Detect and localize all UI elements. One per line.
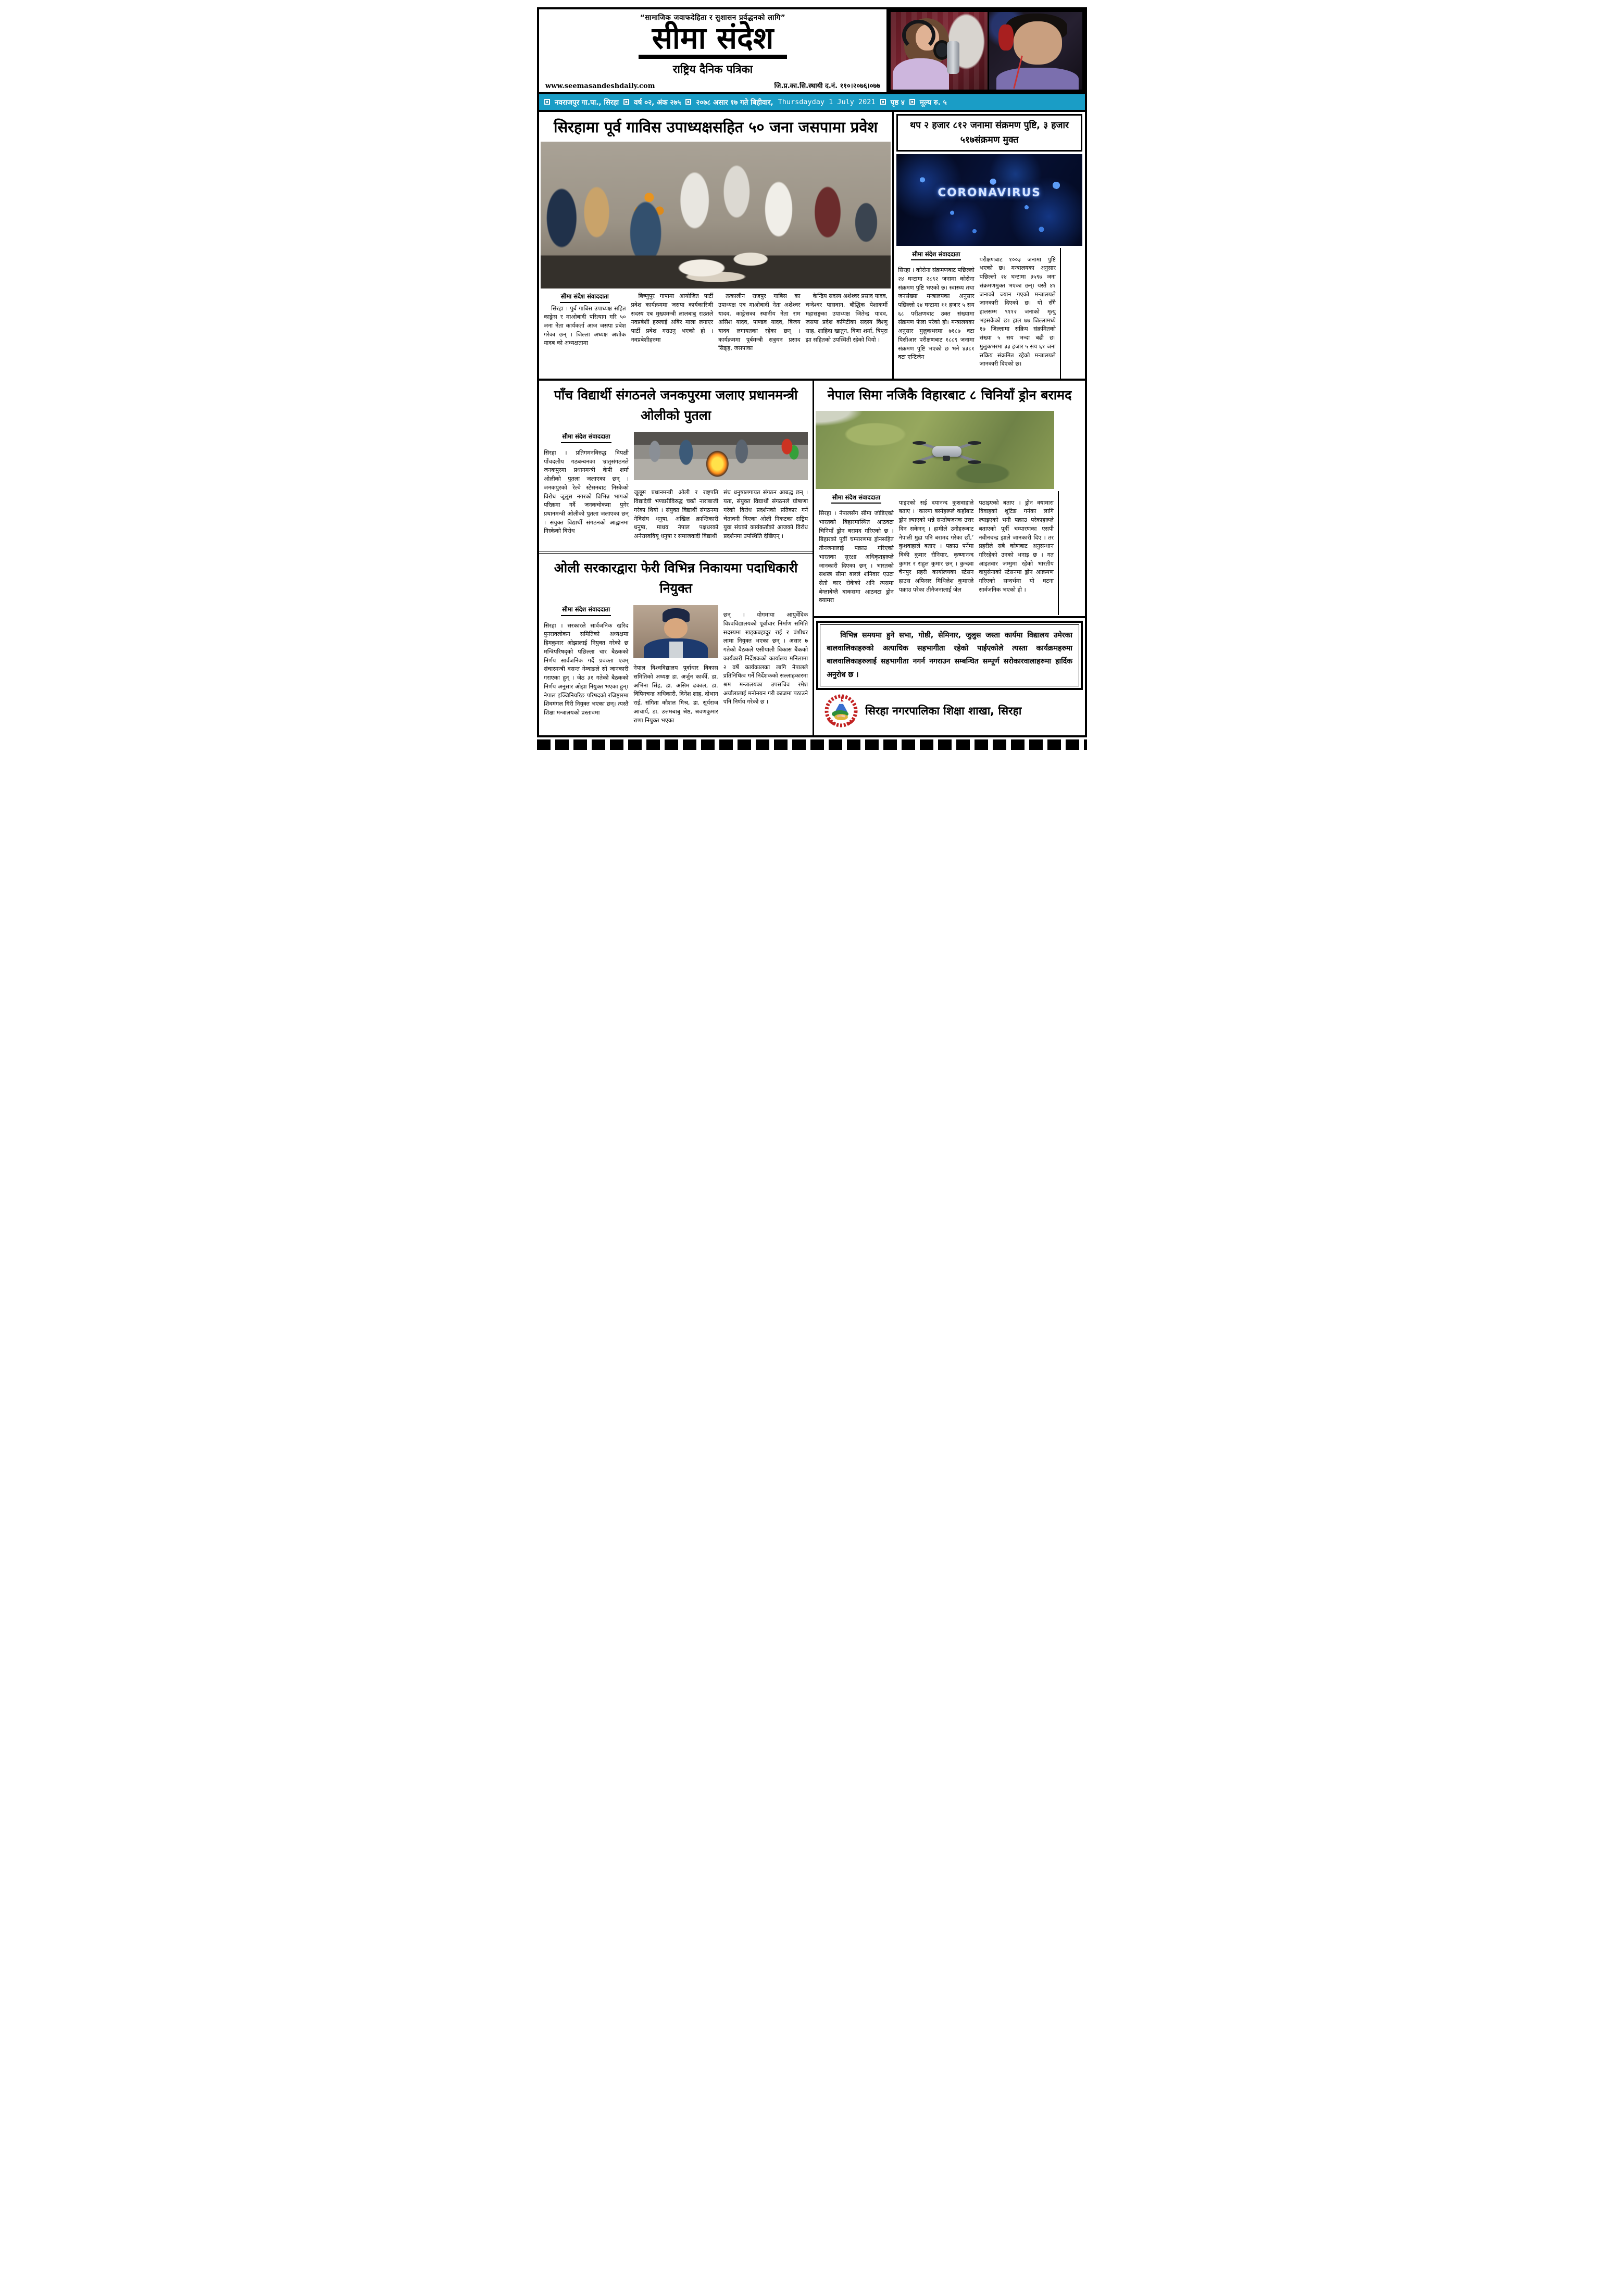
datebar-page-number: पृष्ठ ४ [890, 98, 905, 107]
right-column [814, 381, 1085, 735]
notice-text: विभिन्न समयमा हुने सभा, गोष्ठी, सेमिनार, जुलुस जस्ता कार्यमा विद्यालय उमेरका बालवालिकाहरुको अत्याधिक सहभागीता रहेको पाईएकोले त्यस्ता कार्यक्रमहरुमा बालवालिकाहरुलाई सहभागीता नगर्न नगराउन सम्बन्धित सम्पूर्ण सरोकारवालाहरुमा हार्दिक अनुरोध छ । [827, 631, 1072, 679]
covid-story-body [894, 248, 1061, 379]
drone-photo [816, 411, 1054, 489]
datebar-date-en: Thursdayday 1 July 2021 [778, 97, 876, 106]
header [539, 9, 1085, 92]
byline: सीमा संदेश संवाददाता [831, 493, 881, 504]
kp-oli-photo [633, 605, 718, 658]
paper-title: सीमा संदेश [639, 22, 788, 59]
byline: सीमा संदेश संवाददाता [911, 250, 961, 260]
putla-story-col-1 [544, 432, 629, 546]
putla-story-text: सिरहा । प्रतिगमनविरुद्ध विपक्षी पाँचदलीय गठबन्धनका भ्रातृसंगठनले जनकपुरमा प्रधानमन्त्री केपी शर्मा ओलीको पुतला जलाएका छन् । जनकपुरको रेल्वे स्टेसनबाट निस्केको विरोध जूलूस नगरको विभिन्न भागको परिक्रमा गर्दै जनकचोकमा पुगेर प्रधानमन्त्री ओलीको पुतला जलाएका छन् । संयुक्त विद्यार्थी संगठनको आह्वानमा निस्केको विरोध [544, 449, 629, 535]
lead-story-headline: सिरहामा पूर्व गाविस उपाध्यक्षसहित ५० जना जसपामा प्रवेश [554, 118, 878, 136]
putla-story-body [539, 429, 813, 550]
niyukta-story-col-2 [633, 605, 718, 731]
drone-body-shape [932, 446, 961, 457]
putla-story-right [634, 432, 808, 546]
protest-effigy-photo [634, 432, 808, 480]
datebar-location: नवराजपुर गा.पा., सिरहा [555, 98, 619, 107]
headphones-icon [902, 20, 935, 51]
microphone-icon [947, 41, 959, 73]
lead-story-text: केन्द्रिय सदस्य अशेश्वर प्रसाद यादव, चन्देश्वर पासवान, बौद्धिक पेशाकर्मी महासङ्घका उपाध्यक्ष जितेन्द्र यादव, जसपा प्रदेश कमिटीका सदस्य विश्णु साह, शाहिदा खातुन, विणा शर्मा, त्रिपूरा झा सहितको उपस्थिती रहेको थियो । [805, 293, 888, 343]
lead-story [539, 112, 894, 379]
lead-story-col-2 [631, 292, 714, 353]
left-column [539, 381, 814, 735]
drone-story-text: सिरहा । नेपालसँग सीमा जोडिएको भारतको बिहारमास्थित आठवटा चिनियाँ ड्रोन बरामद गरिएको छ । बिहारको पूर्वी चम्पारणमा ड्रोनसहित तीनजनालाई पक्राउ गरिएको भारतका सुरक्षा अधिकृतहरूले जानकारी दिएका छन् । भारतको सशस्त्र सीमा बलले शनिवार एउटा सेतो कार रोकेको अनि त्यसमा बेग्लाबेग्लै बाकसमा आठवटा ड्रोन क्यामरा [819, 510, 894, 604]
newspaper-front-page [537, 7, 1087, 737]
oli-face-shape [664, 618, 688, 638]
lead-story-col-3 [718, 292, 801, 353]
niyukta-story-col-3 [723, 605, 808, 731]
separator-square-icon [623, 99, 629, 105]
putla-story [539, 381, 813, 551]
masthead [539, 9, 888, 92]
datebar-issue: वर्ष ०२, अंक २७५ [634, 98, 681, 107]
drone-camera-shape [943, 456, 950, 461]
drone-story-text: पठाइएको बताए । ड्रोन क्यामारा विवाहको शूटिङ गर्नका लागि ल्याइएको भनी पक्राउ परेकाहरूले बताएको पूर्वी चम्पारणका एसपी नवीनचन्द्र झाले जानकारी दिए । तर प्रहरीले सबै कोणबाट अनुसन्धान गरिरहेको उनको भनाइ छ । गत आइतवार जम्मुमा रहेको भारतीय वायुसेनाको स्टेसनमा ड्रोन आक्रमण गरिएको सन्दर्भमा यो घटना सार्वजनिक भएको हो । [979, 499, 1054, 593]
bottom-section [539, 381, 1085, 735]
drone-rotor-shape [913, 441, 926, 445]
niyukta-story [539, 554, 813, 736]
drone-story-col-1 [819, 493, 894, 611]
notice-box [816, 621, 1083, 690]
byline: सीमा संदेश संवाददाता [561, 605, 611, 616]
niyukta-story-text: नेपाल विश्वविद्यालय पूर्वाधार विकास समितिको अध्यक्ष डा. अर्जुन कार्की, डा. अभिना सिंह, डा. असिम ढकाल, डा. विपिनचन्द्र अधिकारी, दिनेश शाह, दोभान राई, संगिता कौशल मिश्र, डा. सूर्यराज आचार्य, डा. उत्तमबाबु श्रेष्ठ, श्रवणकुमार राणा नियुक्त भएका [633, 664, 718, 724]
top-section [539, 112, 1085, 381]
header-photos [888, 9, 1085, 92]
byline: सीमा संदेश संवाददाता [561, 432, 611, 443]
masthead-tagline: “सामाजिक जवाफदेहिता र सुशासन प्रर्वद्धनको लागि” [640, 14, 786, 22]
niyukta-story-headline: ओली सरकारद्वारा फेरी विभिन्न निकायमा पदाधिकारी नियुक्त [554, 560, 798, 596]
studio-photo-man [989, 12, 1082, 90]
separator-square-icon [909, 99, 915, 105]
covid-story-col-1 [898, 250, 974, 374]
putla-story-headline: पाँच विद्यार्थी संगठनले जनकपुरमा जलाए प्रधानमन्त्री ओलीको पुतला [554, 387, 798, 423]
coronavirus-graphic [896, 154, 1082, 246]
putla-story-col-2 [634, 483, 718, 546]
niyukta-story-body [539, 602, 813, 735]
covid-story-col-2 [980, 250, 1056, 374]
niyukta-story-text: सिरहा । सरकारले सार्वजनिक खरिद पुनरावलोकन समितिको अध्यक्षमा हिमकुमार ओझालाई नियुक्त गरेको छ मन्त्रिपरिषद्को पछिल्ला चार बैठकको निर्णय सार्वजनिक गर्दै प्रवक्ता एवम् संचारमन्त्री वसन्त नेम्वाङले सो जानकारी गराएका हुन् । जेठ ३१ गतेको बैठकको निर्णय अनुसार ओझा नियुक्त भएका हुन्। नेपाल इञ्जिनियरिङ परिषदको रजिष्ट्रारमा शिवमंगल गिरी नियुक्त भएका छन्। त्यस्तै शिक्षा मन्त्रालयको प्रस्तावमा [544, 622, 629, 716]
coronavirus-label: CORONAVIRUS [938, 186, 1041, 199]
byline: सीमा संदेश संवाददाता [560, 292, 610, 303]
lead-story-text: बिष्णुपुर गापामा आयोजित पार्टी प्रवेश कार्यक्रममा जसपा कार्यकारिणी सदस्य एब मुख्यमन्त्री लालबाबु राउतले नवप्रबेशी हरुलाई अबिर माला लगाएर पार्टी प्रबेश गराउनु भएको हो । नवप्रबेशीहरुमा [631, 293, 714, 343]
red-headphone-icon [998, 24, 1014, 51]
woman-top-shape [893, 58, 949, 89]
registration-number: जि.प्र.का.सि.स्थायी द.नं. ११०।२०७६।०७७ [774, 82, 880, 90]
drone-story-headline: नेपाल सिमा नजिकै विहारबाट ८ चिनियाँ ड्रोन बरामद [827, 387, 1072, 403]
studio-photo-woman [891, 12, 988, 90]
lead-photo-garland-ceremony [541, 142, 891, 288]
separator-square-icon [880, 99, 886, 105]
covid-story-headline: थप २ हजार ८१२ जनामा संक्रमण पुष्टि, ३ हजार ५१७संक्रमण मुक्त [896, 114, 1082, 152]
covid-story-text: सिरहा । कोरोना संक्रमणबाट पछिल्लो २४ घन्टामा २८९२ जनामा कोरोना संक्रमण पुष्टि भएको छ। स्वास्थ्य तथा जनसंख्या मन्त्रालयका अनुसार पछिल्लो २४ घन्टामा ११ हजार ५ सय ६८ परीक्षणबाट उक्त संख्यामा संक्रमण फेला परेको हो। मन्त्रालयका अनुसार मुलुकभरमा ७१८७ वटा पिसीआर परीक्षणबाट १८८९ जनामा संक्रमण पुष्टि भएको छ भने ४३८१ वटा एन्टिजेन [898, 267, 975, 361]
separator-square-icon [544, 99, 550, 105]
notice-signature-row [816, 690, 1083, 733]
man-shirt-shape [996, 68, 1078, 90]
drone-story-col-3 [979, 493, 1054, 611]
notice-signature: सिरहा नगरपालिका शिक्षा शाखा, सिरहा [865, 704, 1022, 717]
municipality-emblem-icon [825, 694, 858, 727]
drone-rotor-shape [968, 460, 981, 464]
masthead-bottom-row [543, 81, 882, 90]
drone-icon [916, 442, 978, 463]
separator-square-icon [685, 99, 691, 105]
covid-story-text: परीक्षणबाट १००३ जनामा पुष्टि भएको छ। मन्त्रालयका अनुसार पछिल्लो २४ घन्टामा ३५९७ जना संक्रमणमुक्त भएका छन्। यस्तै ४१ जनाको ज्यान गएको मन्त्रालयले जानकारी दिएको छ। यो सँगै हालसम्म ९११२ जनाको मृत्यु भइसकेको छ। हाल ७७ जिल्लामध्ये १७ जिल्लामा सक्रिय संक्रमितको संख्या ५ सय भन्दा बढी छ। मुलुकभरमा ३३ हजार ५ सय ६१ जना सक्रिय संक्रमित रहेको मन्त्रालयले जानकारी दिएको छ। [979, 256, 1056, 368]
putla-story-text: संघ धनुषालगायत संगठन आबद्ध छन् । यता, संयुक्त विद्यार्थी संगठनले घोषाणा गरेको विरोध प्रदर्शनको प्रतिकार गर्ने चेतावनी दिएका ओली निकटका राष्ट्रिय युवा संघको कार्यकर्ताको आजको विरोध प्रदर्शनमा उपस्थिति देखिएन् । [723, 489, 808, 540]
lead-story-col-1 [544, 292, 626, 353]
oli-shirt-shape [669, 642, 683, 659]
drone-story [814, 381, 1085, 615]
drone-story-text: पाइएको सई दयानन्द कुशवाहाले बताए । ‘कारमा बस्नेहरूले कहाँबाट ड्रोन ल्याएको भन्ने सन्तोषजनक उत्तर दिन सकेनन् । हामीले उनीहरूबाट नेपाली मुद्रा पनि बरामद गरेका छौं,’ कुशवाहाले बताए । पक्राउ पर्नेमा विकी कुमार रौनियार, कृष्णानन्द कुमार र राहुल कुमार छन् । कुन्दवा चैनपुर प्रहरी कार्यालयका स्टेसन हाउस अफिसर मिथिलेश कुमारले पक्राउ परेका तीनैजनालाई जेल [898, 499, 974, 593]
datebar-date-np: २०७८ असार १७ गते बिहीवार, [696, 98, 773, 107]
drone-story-col-2 [899, 493, 974, 611]
lead-story-body [539, 288, 892, 358]
drone-story-body [814, 491, 1059, 615]
date-bar [539, 92, 1085, 112]
niyukta-story-col-1 [544, 605, 628, 731]
paper-subtitle: राष्ट्रिय दैनिक पत्रिका [672, 62, 753, 76]
putla-story-text: जूलूस प्रधानमन्त्री ओली र राष्ट्रपति विद्यादेवी भण्डारीविरुद्ध चर्को नाराबाजी गरेका थियो । संयुक्त विद्यार्थी संगठनमा नेविसंघ धनुषा, अखिल क्रान्तिकारी धनुषा, माधव नेपाल पक्षधरको अनेरास्ववियू धनुषा र समाजवादी विद्यार्थी [634, 489, 719, 540]
bottom-film-strip [537, 739, 1087, 750]
covid-story [894, 112, 1085, 379]
putla-story-col-3 [723, 483, 808, 546]
lead-story-text: तत्कालीन राजपुर गाबिस का उपाध्यक्ष एब माओबादी नेता अशेश्वर यादव, काङ्रेसका स्थानीय नेता राम असिश यादव, पाण्डव यादव, बिजय यादव लगायतका रहेका छन् । कार्यक्रममा पुर्बमन्त्री सत्रुधन प्रसाद सिङ्ह, जसपाका [718, 293, 801, 352]
drone-rotor-shape [968, 441, 981, 445]
website-url: www.seemasandeshdaily.com [545, 82, 655, 90]
datebar-price: मूल्य रु. ५ [919, 98, 947, 107]
drone-rotor-shape [913, 460, 926, 464]
notice-section [814, 616, 1085, 733]
lead-story-col-4 [806, 292, 888, 353]
niyukta-story-text: छन् । योगमाया आयुर्वेदिक विश्वविद्यालयको पूर्वाधार निर्माण समिति सदस्यमा खड्कबहादुर राई र वंशीधर लामा नियुक्त भएका छन् । असार ७ गतेको बैठकले एसीयाली विकास बैंकको कार्यकारी निर्देशकको कार्यालय मनिलामा २ वर्षे कार्यकालका लागि नेपालले प्रतिनिधित्व गर्ने निर्देशकको सल्लाहकारमा श्रम मन्त्रालयका उपसचिव रमेश अर्यालालाई मनोनयन गरी काजमा पठाउने पनि निर्णय गरेको छ । [723, 611, 808, 706]
lead-story-text: सिरहा । पुर्ब गाबिस उपाध्यक्ष सहित काङ्रेस र माओबादी परित्याग गरि ५० जना नेता कार्यकर्ता आज जसपा प्रबेश गरेका छन् । जिल्ला अध्यक्ष अशोक यादब को अध्यक्षतामा [544, 305, 626, 347]
